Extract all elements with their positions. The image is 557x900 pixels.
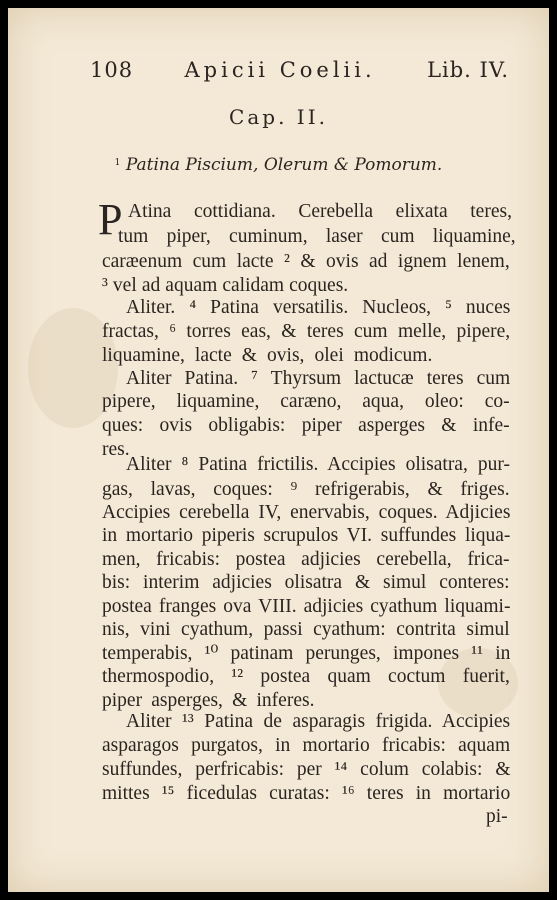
text-line: asparagos purgatos, in mortario fricabis: aquam	[102, 735, 511, 756]
text-line: thermospodio, ¹² postea quam coctum fuerit,	[102, 666, 510, 687]
text-line: temperabis, ¹⁰ patinam perunges, impones ¹¹ in	[102, 643, 511, 664]
text-line: bis: interim adjicies olisatra & simul conteres:	[102, 572, 510, 593]
text-line: Aliter. ⁴ Patina versatilis. Nucleos, ⁵ nuces	[126, 297, 511, 318]
text-line: postea franges ova VIII. adjicies cyathum liquami-	[102, 596, 511, 617]
text-line: ques: ovis obligabis: piper asperges & infe-	[102, 415, 510, 436]
section-subtitle	[8, 155, 549, 175]
text-line: Aliter Patina. ⁷ Thyrsum lactucæ teres cum	[126, 368, 511, 389]
running-header	[90, 58, 509, 82]
page-number: 108	[90, 58, 134, 82]
text-line: liquamine, lacte & ovis, olei modicum.	[102, 345, 433, 366]
text-line: pi-	[486, 806, 508, 827]
text-line: mittes ¹⁵ ficedulas curatas: ¹⁶ teres in mortario	[102, 783, 511, 804]
chapter-heading: Cap. II.	[229, 105, 328, 129]
drop-cap: P	[98, 195, 123, 244]
text-line: gas, lavas, coques: ⁹ refrigerabis, & friges.	[102, 479, 510, 500]
text-line: Accipies cerebella IV, enervabis, coques. Adjicies	[102, 502, 511, 523]
book-number: Lib. IV.	[427, 58, 509, 82]
text-line: piper asperges, & inferes.	[102, 690, 315, 711]
text-line: tum piper, cuminum, laser cum liquamine,	[118, 226, 516, 247]
text-line: in mortario piperis scrupulos VI. suffundes liqua-	[102, 525, 511, 546]
text-line: Aliter ⁸ Patina frictilis. Accipies olisatra, pur-	[126, 454, 510, 475]
running-title: Apicii Coelii.	[184, 58, 376, 82]
text-line: suffundes, perfricabis: per ¹⁴ colum colabis: &	[102, 759, 511, 780]
text-line: res.	[102, 439, 130, 460]
text-line: nis, vini cyathum, passi cyathum: contrita simul	[102, 619, 510, 640]
text-line: ³ vel ad aquam calidam coques.	[102, 275, 349, 296]
text-line: fractas, ⁶ torres eas, & teres cum melle, pipere,	[102, 321, 511, 342]
text-line: Atina cottidiana. Cerebella elixata teres,	[128, 201, 512, 222]
text-line: caræenum cum lacte ² & ovis ad ignem lenem,	[102, 251, 510, 272]
text-line: pipere, liquamine, caræno, aqua, oleo: co-	[102, 391, 510, 412]
footnote-marker: 1	[114, 158, 121, 168]
text-line: men, fricabis: postea adjicies cerebella, frica-	[102, 549, 510, 570]
subtitle-text: Patina Piscium, Olerum & Pomorum.	[125, 155, 443, 175]
book-page	[8, 8, 549, 892]
text-line: Aliter ¹³ Patina de asparagis frigida. Accipies	[126, 711, 511, 732]
